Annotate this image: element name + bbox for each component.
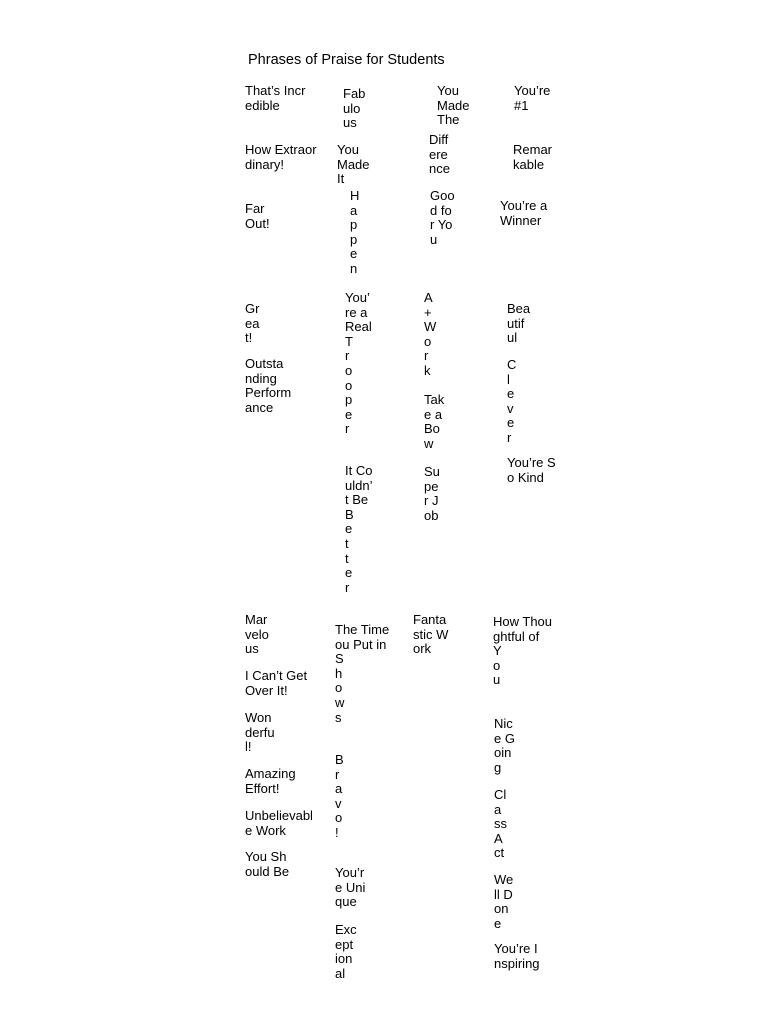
phrase-line: Real	[345, 319, 372, 335]
phrase-line: That’s Incr	[245, 83, 306, 98]
praise-phrase	[514, 84, 550, 113]
phrase-line: How Thou	[493, 614, 553, 629]
praise-phrase	[343, 87, 365, 131]
phrase-line: You’	[345, 290, 370, 305]
phrase-line: derfu	[245, 724, 275, 740]
phrase-line: Goo	[430, 188, 455, 203]
praise-phrase	[245, 302, 259, 346]
phrase-line: re a	[345, 304, 368, 320]
phrase-line: e	[345, 521, 353, 537]
phrase-line: t	[345, 535, 349, 551]
phrase-line: Gr	[245, 301, 260, 316]
phrase-line: H	[350, 188, 360, 203]
phrase-line: ghtful of	[493, 628, 540, 644]
phrase-line: al	[335, 965, 346, 981]
praise-phrase	[507, 358, 516, 446]
phrase-line: Remar	[513, 142, 553, 157]
phrase-line: The Time	[335, 622, 390, 637]
phrase-line: +	[424, 304, 432, 320]
phrase-line: n	[350, 260, 358, 276]
phrase-line: velo	[245, 626, 269, 642]
phrase-line: You’re a	[500, 198, 548, 213]
phrase-line: Bo	[424, 421, 440, 437]
praise-phrase	[335, 866, 365, 910]
praise-phrase	[335, 623, 389, 725]
phrase-line: stic W	[413, 626, 449, 642]
phrase-line: ct	[494, 845, 505, 861]
phrase-line: k	[424, 362, 431, 378]
phrase-line: Fanta	[413, 612, 447, 627]
phrase-line: u	[493, 672, 501, 688]
praise-phrase	[245, 809, 313, 838]
phrase-line: ance	[245, 399, 274, 415]
phrase-line: utif	[507, 315, 525, 331]
phrase-line: Effort!	[245, 780, 280, 796]
phrase-line: You Sh	[245, 849, 287, 864]
phrase-line: Y	[493, 643, 502, 659]
phrase-line: edible	[245, 97, 280, 113]
phrase-line: v	[507, 400, 514, 416]
praise-phrase	[245, 767, 296, 796]
phrase-line: a	[335, 781, 343, 797]
phrase-line: You	[337, 142, 359, 157]
praise-phrase	[350, 189, 359, 277]
phrase-line: Nic	[494, 716, 513, 731]
phrase-line: We	[494, 872, 514, 887]
phrase-line: e G	[494, 730, 515, 746]
phrase-line: ork	[413, 641, 432, 657]
phrase-line: r	[345, 579, 350, 595]
praise-phrase	[424, 291, 436, 379]
phrase-line: Perform	[245, 385, 292, 401]
praise-phrase	[494, 717, 515, 775]
phrase-line: How Extraor	[245, 142, 317, 157]
phrase-line: t!	[245, 330, 253, 346]
phrase-line: Over It!	[245, 682, 288, 698]
praise-phrase	[245, 143, 317, 172]
phrase-line: l	[507, 371, 510, 387]
phrase-line: w	[335, 694, 345, 710]
phrase-line: C	[507, 357, 517, 372]
phrase-line: p	[350, 217, 358, 233]
phrase-line: p	[350, 231, 358, 247]
phrase-line: a	[350, 202, 358, 218]
phrase-line: You’r	[335, 865, 365, 880]
phrase-line: Fab	[343, 86, 366, 101]
phrase-line: Made	[437, 97, 470, 113]
phrase-line: e a	[424, 406, 443, 422]
phrase-line: ul	[507, 330, 518, 346]
phrase-line: Far	[245, 201, 265, 216]
praise-phrase	[335, 753, 344, 841]
praise-phrase	[335, 923, 357, 981]
phrase-line: nce	[429, 161, 450, 177]
praise-phrase	[494, 788, 507, 861]
praise-phrase	[430, 189, 455, 247]
phrase-line: l!	[245, 739, 252, 755]
phrase-line: It Co	[345, 463, 373, 478]
praise-phrase	[437, 84, 470, 128]
phrase-line: ion	[335, 951, 353, 967]
phrase-line: p	[345, 392, 353, 408]
phrase-line: nspiring	[494, 955, 540, 971]
phrase-line: g	[494, 759, 502, 775]
phrase-line: You	[437, 83, 459, 98]
phrase-line: v	[335, 795, 342, 811]
phrase-line: a	[494, 801, 502, 817]
praise-phrase	[245, 202, 270, 231]
phrase-line: A	[424, 290, 433, 305]
phrase-line: A	[494, 830, 503, 846]
phrase-line: r	[424, 348, 429, 364]
phrase-line: e Uni	[335, 879, 366, 895]
praise-phrase	[245, 669, 307, 698]
praise-phrase	[494, 942, 540, 971]
praise-phrase	[245, 84, 305, 113]
praise-phrase	[507, 302, 530, 346]
phrase-line: Mar	[245, 612, 268, 627]
phrase-line: o	[424, 333, 432, 349]
phrase-line: Won	[245, 710, 272, 725]
phrase-line: S	[335, 651, 344, 667]
phrase-line: ll D	[494, 886, 513, 902]
praise-phrase	[345, 464, 372, 595]
phrase-line: uldn’	[345, 477, 373, 493]
phrase-line: Bea	[507, 301, 531, 316]
phrase-line: e	[345, 565, 353, 581]
phrase-line: o	[335, 810, 343, 826]
phrase-line: kable	[513, 156, 545, 172]
phrase-line: u	[430, 231, 438, 247]
phrase-line: r J	[424, 493, 439, 509]
phrase-line: r	[335, 766, 340, 782]
phrase-line: o	[345, 362, 353, 378]
phrase-line: h	[335, 665, 343, 681]
phrase-line: e	[507, 386, 515, 402]
praise-phrase	[513, 143, 552, 172]
phrase-line: pe	[424, 478, 439, 494]
praise-phrase	[424, 393, 444, 451]
phrase-line: Tak	[424, 392, 445, 407]
phrase-line: t	[345, 550, 349, 566]
phrase-line: us	[343, 115, 357, 131]
phrase-line: Unbelievabl	[245, 808, 313, 823]
praise-phrase	[494, 873, 513, 931]
phrase-line: Diff	[429, 132, 449, 147]
praise-phrase	[493, 615, 552, 688]
praise-phrase	[337, 143, 370, 187]
praise-phrase	[245, 613, 269, 657]
phrase-line: e	[350, 246, 358, 262]
praise-phrase	[424, 465, 440, 523]
phrase-line: Made	[337, 156, 370, 172]
phrase-line: ou Put in	[335, 636, 387, 652]
phrase-line: W	[424, 319, 437, 335]
phrase-line: t Be	[345, 492, 369, 508]
phrase-line: e	[507, 415, 515, 431]
phrase-line: Cl	[494, 787, 507, 802]
phrase-line: o	[335, 680, 343, 696]
phrase-line: on	[494, 901, 509, 917]
phrase-line: Winner	[500, 212, 542, 228]
phrase-line: ere	[429, 146, 448, 162]
phrase-line: nding	[245, 370, 277, 386]
phrase-line: #1	[514, 97, 529, 113]
phrase-line: ulo	[343, 100, 361, 116]
phrase-line: ea	[245, 315, 260, 331]
phrase-line: e Work	[245, 822, 286, 838]
page-title: Phrases of Praise for Students	[248, 52, 445, 68]
phrase-line: T	[345, 333, 353, 349]
phrase-line: Su	[424, 464, 440, 479]
phrase-line: d fo	[430, 202, 452, 218]
phrase-line: You’re S	[507, 455, 556, 470]
phrase-line: e	[345, 406, 353, 422]
phrase-line: You’re	[514, 83, 551, 98]
phrase-line: o Kind	[507, 469, 544, 485]
phrase-line: ob	[424, 507, 439, 523]
praise-phrase	[245, 711, 275, 755]
phrase-line: ss	[494, 816, 507, 832]
phrase-line: o	[493, 657, 501, 673]
phrase-line: Amazing	[245, 766, 296, 781]
praise-phrase	[413, 613, 448, 657]
phrase-line: que	[335, 894, 357, 910]
phrase-line: us	[245, 641, 259, 657]
phrase-line: Out!	[245, 215, 270, 231]
phrase-line: The	[437, 112, 460, 128]
phrase-line: I Can’t Get	[245, 668, 308, 683]
phrase-line: oin	[494, 745, 512, 761]
phrase-line: ould Be	[245, 863, 290, 879]
phrase-line: e	[494, 915, 502, 931]
phrase-line: Outsta	[245, 356, 284, 371]
phrase-line: r	[345, 348, 350, 364]
phrase-line: ept	[335, 936, 354, 952]
phrase-line: r	[507, 429, 512, 445]
phrase-line: You’re I	[494, 941, 538, 956]
praise-phrase	[245, 357, 291, 415]
phrase-line: s	[335, 709, 342, 725]
phrase-line: B	[345, 506, 354, 522]
phrase-line: It	[337, 171, 345, 187]
phrase-line: o	[345, 377, 353, 393]
phrase-line: w	[424, 435, 434, 451]
praise-phrase	[245, 850, 289, 879]
phrase-line: dinary!	[245, 156, 285, 172]
phrase-line: Exc	[335, 922, 357, 937]
phrase-line: r	[345, 421, 350, 437]
phrase-line: B	[335, 752, 344, 767]
praise-phrase	[345, 291, 372, 437]
praise-phrase	[429, 133, 450, 177]
phrase-line: !	[335, 824, 339, 840]
phrase-line: r Yo	[430, 217, 453, 233]
praise-phrase	[500, 199, 547, 228]
praise-phrase	[507, 456, 556, 485]
